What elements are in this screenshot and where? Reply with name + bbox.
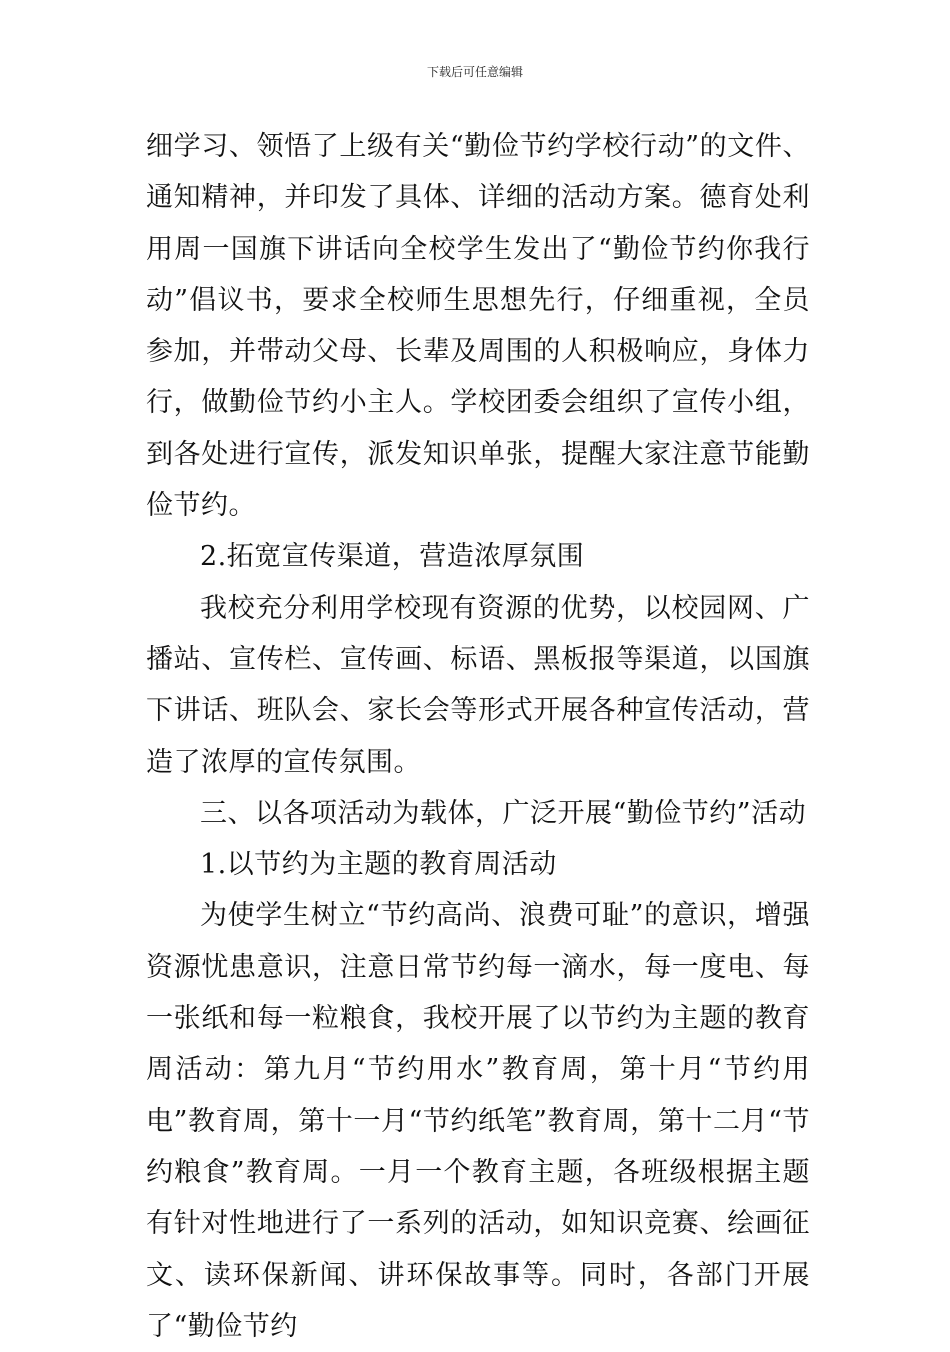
paragraph-continued: 细学习、领悟了上级有关“勤俭节约学校行动”的文件、通知精神，并印发了具体、详细的活动方案。德育处利用周一国旗下讲话向全校学生发出了“勤俭节约你我行动”倡议书，要求全校师生思想先行，仔细重视，全员参加，并带动父母、长辈及周围的人积极响应，身体力行，做勤俭节约小主人。学校团委会组织了宣传小组，到各处进行宣传，派发知识单张，提醒大家注意节能勤俭节约。 [146, 131, 810, 522]
document-body [146, 121, 810, 1352]
paragraph-publicity: 我校充分利用学校现有资源的优势，以校园网、广播站、宣传栏、宣传画、标语、黑板报等渠道，以国旗下讲话、班队会、家长会等形式开展各种宣传活动，营造了浓厚的宣传氛围。 [146, 592, 810, 778]
page-header-note: 下载后可任意编辑 [426, 65, 523, 79]
section-heading-2: 2.拓宽宣传渠道，营造浓厚氛围 [200, 541, 585, 573]
subsection-heading-1: 1.以节约为主题的教育周活动 [200, 849, 557, 881]
paragraph-education-week: 为使学生树立“节约高尚、浪费可耻”的意识，增强资源忧患意识，注意日常节约每一滴水，每一度电、每一张纸和每一粒粮食，我校开展了以节约为主题的教育周活动：第九月“节约用水”教育周，第十月“节约用电”教育周，第十一月“节约纸笔”教育周，第十二月“节约粮食”教育周。一月一个教育主题，各班级根据主题有针对性地进行了一系列的活动，如知识竞赛、绘画征文、读环保新闻、讲环保故事等。同时，各部门开展了“勤俭节约 [146, 900, 810, 1342]
section-heading-3: 三、以各项活动为载体，广泛开展“勤俭节约”活动 [200, 797, 807, 829]
